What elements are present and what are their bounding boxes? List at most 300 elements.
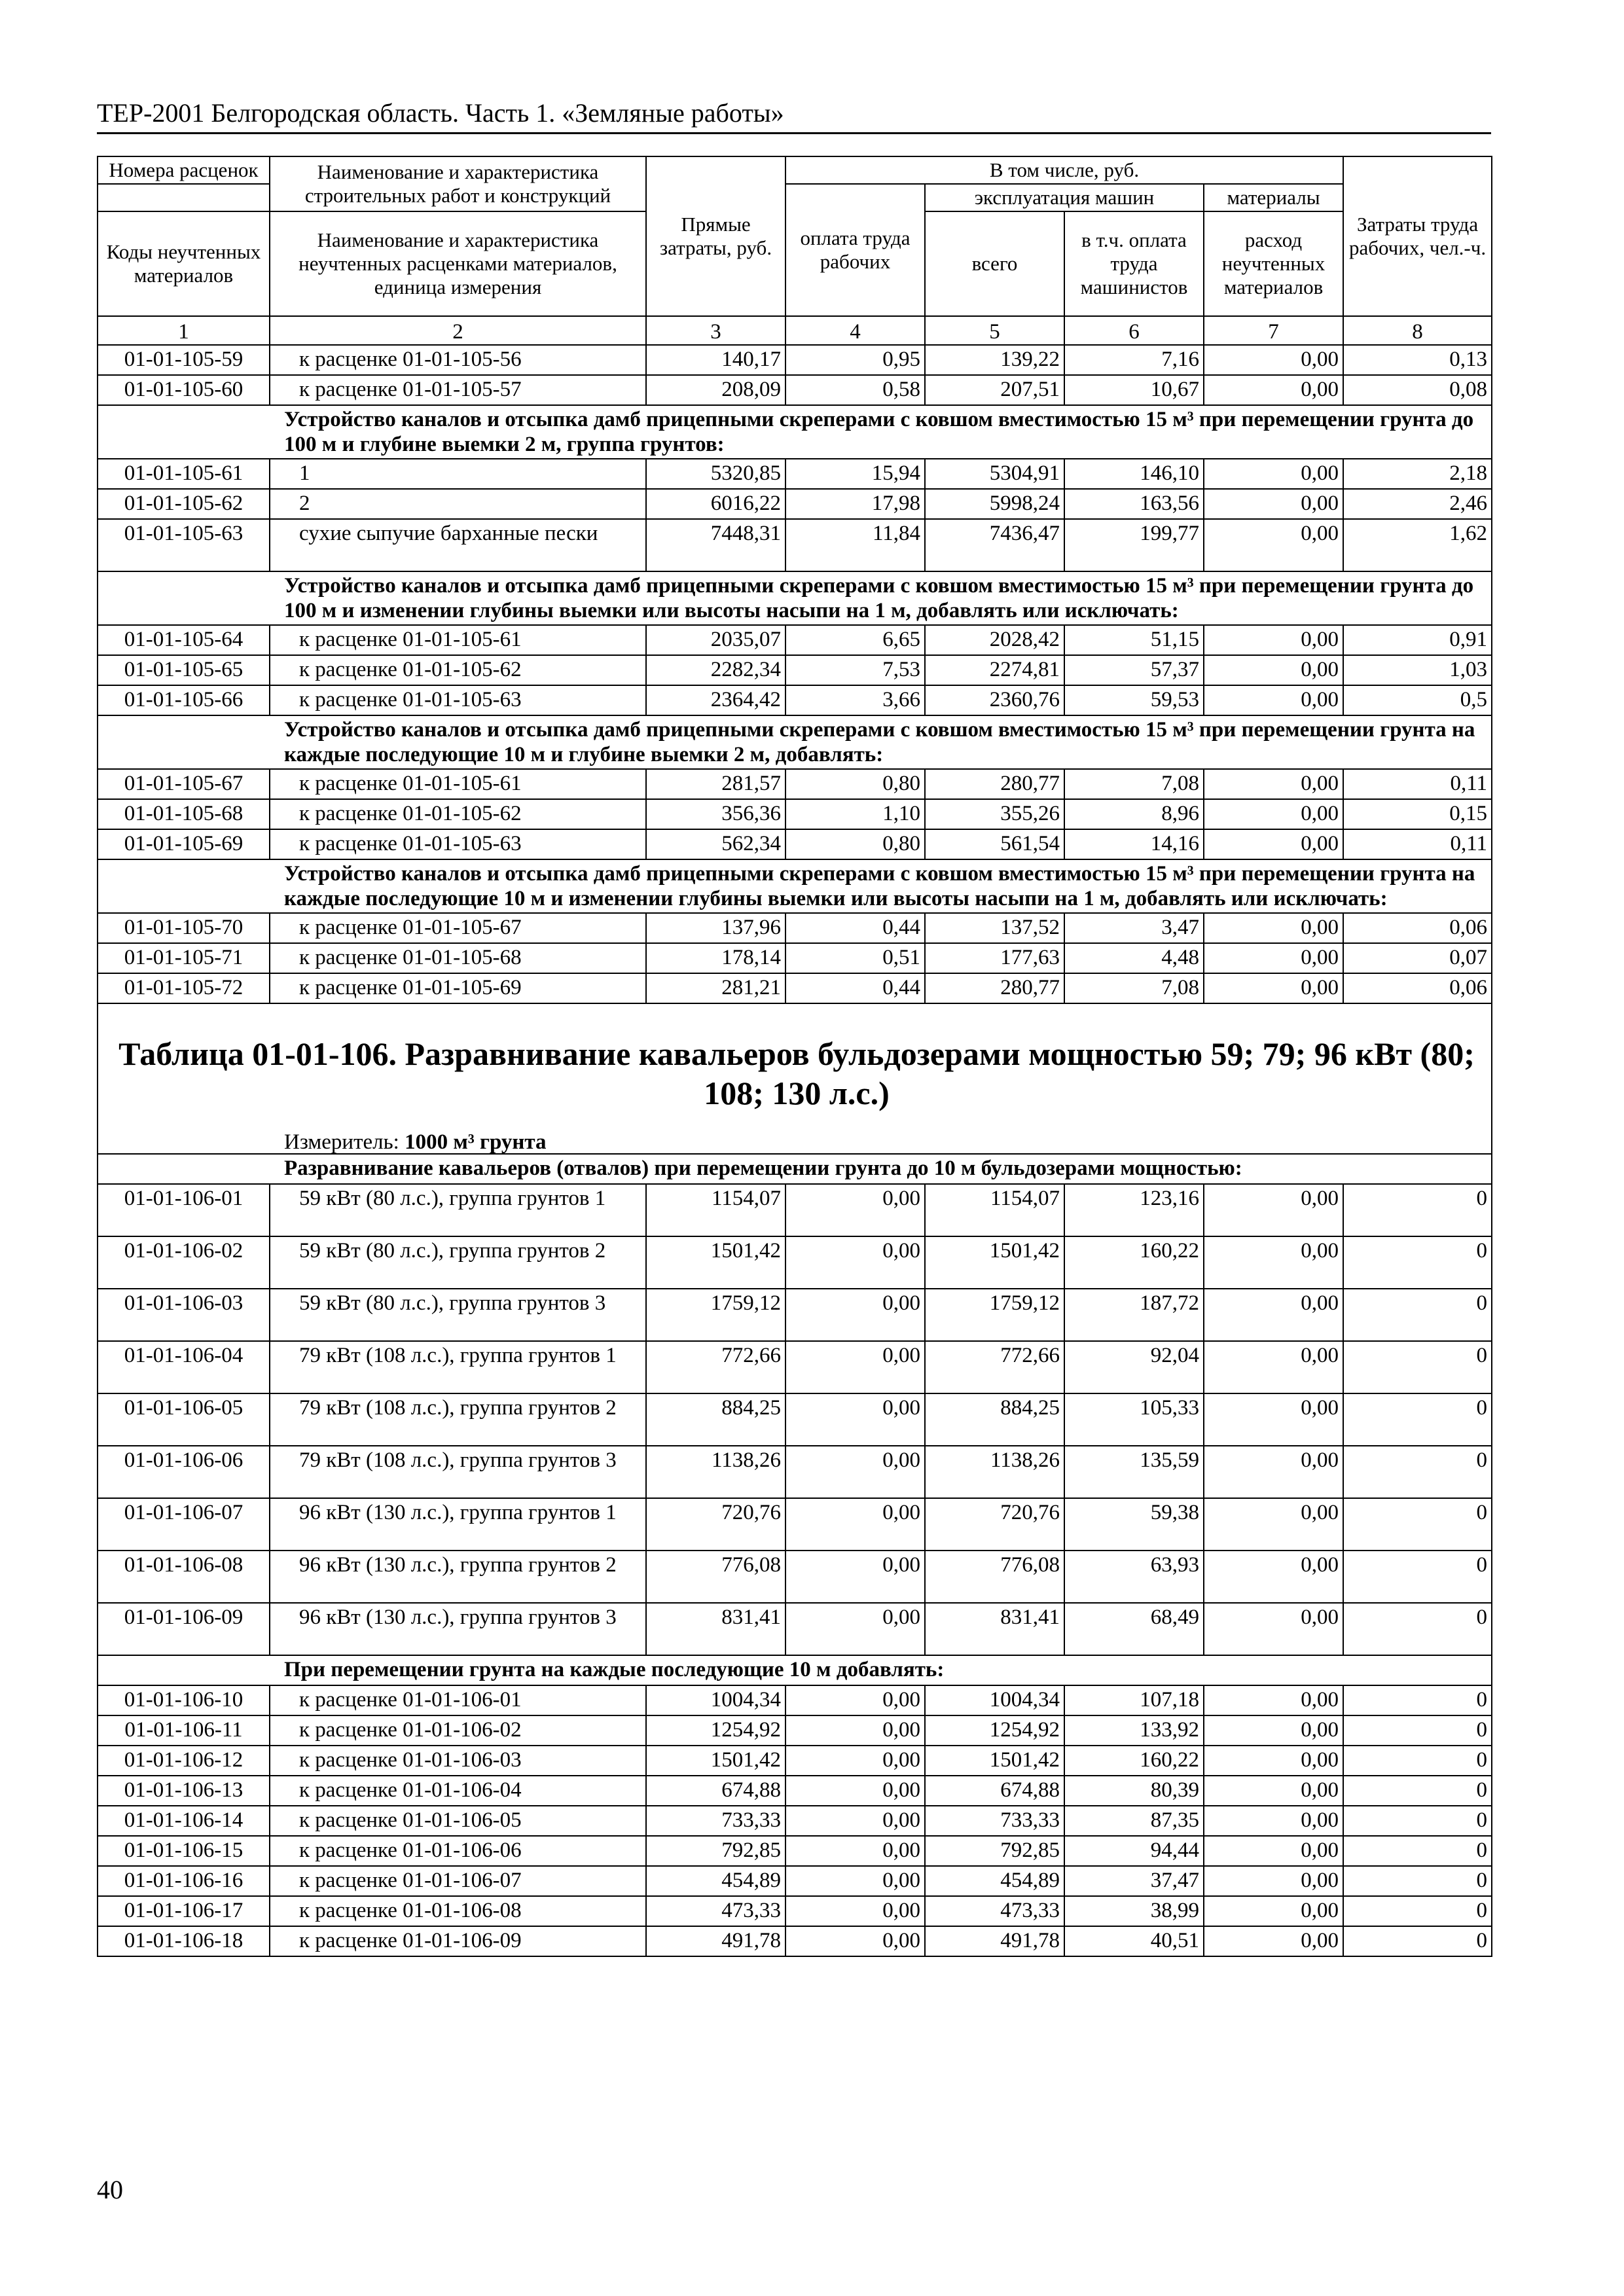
- table-row: [98, 519, 1492, 571]
- section-row: [98, 859, 1492, 913]
- direct-cost: 733,33: [646, 1806, 785, 1836]
- labor-hours: 0,07: [1343, 943, 1492, 973]
- rate-code: 01-01-106-07: [98, 1498, 270, 1551]
- labor-pay: 0,95: [785, 345, 925, 375]
- machines-total: 776,08: [925, 1551, 1064, 1603]
- labor-hours: 0: [1343, 1836, 1492, 1866]
- labor-hours: 0: [1343, 1806, 1492, 1836]
- materials-cost: 0,00: [1204, 1746, 1343, 1776]
- meter-label: Измеритель:: [284, 1130, 399, 1154]
- machinist-pay: 38,99: [1064, 1896, 1204, 1926]
- direct-cost: 1004,34: [646, 1685, 785, 1715]
- labor-hours: 0: [1343, 1236, 1492, 1289]
- machinist-pay: 92,04: [1064, 1341, 1204, 1393]
- work-name: к расценке 01-01-106-01: [270, 1685, 646, 1715]
- direct-cost: 137,96: [646, 913, 785, 943]
- table-row: [98, 345, 1492, 375]
- labor-pay: 0,00: [785, 1393, 925, 1446]
- head-materials: материалы: [1204, 184, 1343, 211]
- machines-total: 772,66: [925, 1341, 1064, 1393]
- col-number: 1: [98, 316, 270, 345]
- rate-code: 01-01-106-17: [98, 1896, 270, 1926]
- rate-code: 01-01-105-68: [98, 799, 270, 829]
- labor-pay: 0,00: [785, 1836, 925, 1866]
- work-name: к расценке 01-01-106-03: [270, 1746, 646, 1776]
- col-number: 5: [925, 316, 1064, 345]
- machines-total: 177,63: [925, 943, 1064, 973]
- head-machines-total: всего: [925, 211, 1064, 316]
- labor-hours: 0,11: [1343, 829, 1492, 859]
- rate-code: 01-01-106-08: [98, 1551, 270, 1603]
- section-heading: При перемещении грунта на каждые последующие 10 м добавлять:: [98, 1655, 1492, 1685]
- labor-hours: 0,11: [1343, 769, 1492, 799]
- table-row: [98, 913, 1492, 943]
- machines-total: 2274,81: [925, 655, 1064, 685]
- labor-pay: 0,58: [785, 375, 925, 405]
- materials-cost: 0,00: [1204, 1236, 1343, 1289]
- materials-cost: 0,00: [1204, 1896, 1343, 1926]
- materials-cost: 0,00: [1204, 1866, 1343, 1896]
- rate-code: 01-01-106-01: [98, 1184, 270, 1236]
- labor-pay: 0,00: [785, 1184, 925, 1236]
- machines-total: 1501,42: [925, 1236, 1064, 1289]
- machinist-pay: 68,49: [1064, 1603, 1204, 1655]
- machinist-pay: 199,77: [1064, 519, 1204, 571]
- labor-pay: 0,00: [785, 1498, 925, 1551]
- rate-code: 01-01-105-70: [98, 913, 270, 943]
- rate-code: 01-01-105-71: [98, 943, 270, 973]
- direct-cost: 674,88: [646, 1776, 785, 1806]
- machines-total: 561,54: [925, 829, 1064, 859]
- work-name: к расценке 01-01-105-57: [270, 375, 646, 405]
- machinist-pay: 187,72: [1064, 1289, 1204, 1341]
- direct-cost: 454,89: [646, 1866, 785, 1896]
- machinist-pay: 51,15: [1064, 625, 1204, 655]
- materials-cost: 0,00: [1204, 1806, 1343, 1836]
- head-name-top: Наименование и характеристика строительных работ и конструкций: [270, 156, 646, 211]
- section-heading: Устройство каналов и отсыпка дамб прицепными скреперами с ковшом вместимостью 15 м³ при перемещении грунта до 100 м и изменении глубины выемки или высоты насыпи на 1 м, добавлять или исключать:: [98, 571, 1492, 625]
- work-name: к расценке 01-01-105-63: [270, 685, 646, 715]
- materials-cost: 0,00: [1204, 459, 1343, 489]
- direct-cost: 1501,42: [646, 1236, 785, 1289]
- table-row: [98, 769, 1492, 799]
- head-codes-bottom: Коды неучтенных материалов: [98, 211, 270, 316]
- machines-total: 1154,07: [925, 1184, 1064, 1236]
- direct-cost: 772,66: [646, 1341, 785, 1393]
- machines-total: 5304,91: [925, 459, 1064, 489]
- materials-cost: 0,00: [1204, 1836, 1343, 1866]
- machinist-pay: 146,10: [1064, 459, 1204, 489]
- section-row: [98, 1154, 1492, 1184]
- labor-hours: 0: [1343, 1896, 1492, 1926]
- direct-cost: 831,41: [646, 1603, 785, 1655]
- table-row: [98, 1446, 1492, 1498]
- machines-total: 720,76: [925, 1498, 1064, 1551]
- labor-pay: 0,44: [785, 913, 925, 943]
- col-number: 3: [646, 316, 785, 345]
- direct-cost: 720,76: [646, 1498, 785, 1551]
- meter-line: [284, 1130, 547, 1154]
- table-title: Таблица 01-01-106. Разравнивание кавальеров бульдозерами мощностью 59; 79; 96 кВт (80; 108; 130 л.с.): [118, 1035, 1475, 1111]
- labor-hours: 0: [1343, 1776, 1492, 1806]
- rate-code: 01-01-106-12: [98, 1746, 270, 1776]
- head-including: В том числе, руб.: [785, 156, 1343, 184]
- direct-cost: 2364,42: [646, 685, 785, 715]
- labor-hours: 0,91: [1343, 625, 1492, 655]
- direct-cost: 2282,34: [646, 655, 785, 685]
- machinist-pay: 40,51: [1064, 1926, 1204, 1956]
- section-heading: Устройство каналов и отсыпка дамб прицепными скреперами с ковшом вместимостью 15 м³ при перемещении грунта на каждые последующие 10 м и изменении глубины выемки или высоты насыпи на 1 м, добавлять или исключать:: [98, 859, 1492, 913]
- direct-cost: 140,17: [646, 345, 785, 375]
- labor-hours: 0: [1343, 1926, 1492, 1956]
- work-name: к расценке 01-01-105-56: [270, 345, 646, 375]
- labor-hours: 2,18: [1343, 459, 1492, 489]
- labor-pay: 0,00: [785, 1603, 925, 1655]
- materials-cost: 0,00: [1204, 1446, 1343, 1498]
- rate-code: 01-01-106-04: [98, 1341, 270, 1393]
- materials-cost: 0,00: [1204, 685, 1343, 715]
- machinist-pay: 160,22: [1064, 1236, 1204, 1289]
- section-heading: Устройство каналов и отсыпка дамб прицепными скреперами с ковшом вместимостью 15 м³ при перемещении грунта до 100 м и глубине выемки 2 м, группа грунтов:: [98, 405, 1492, 459]
- labor-pay: 0,00: [785, 1746, 925, 1776]
- machines-total: 831,41: [925, 1603, 1064, 1655]
- materials-cost: 0,00: [1204, 769, 1343, 799]
- machines-total: 139,22: [925, 345, 1064, 375]
- work-name: к расценке 01-01-106-08: [270, 1896, 646, 1926]
- work-name: 59 кВт (80 л.с.), группа грунтов 3: [270, 1289, 646, 1341]
- section-row: [98, 405, 1492, 459]
- direct-cost: 1154,07: [646, 1184, 785, 1236]
- labor-hours: 0,15: [1343, 799, 1492, 829]
- table-row: [98, 1836, 1492, 1866]
- table-row: [98, 1236, 1492, 1289]
- section-row: [98, 571, 1492, 625]
- direct-cost: 1138,26: [646, 1446, 785, 1498]
- machinist-pay: 133,92: [1064, 1715, 1204, 1746]
- direct-cost: 7448,31: [646, 519, 785, 571]
- machinist-pay: 4,48: [1064, 943, 1204, 973]
- work-name: к расценке 01-01-106-07: [270, 1866, 646, 1896]
- labor-hours: 0: [1343, 1184, 1492, 1236]
- labor-pay: 0,00: [785, 1236, 925, 1289]
- direct-cost: 562,34: [646, 829, 785, 859]
- rate-code: 01-01-106-14: [98, 1806, 270, 1836]
- rate-code: 01-01-106-06: [98, 1446, 270, 1498]
- col-number: 4: [785, 316, 925, 345]
- materials-cost: 0,00: [1204, 943, 1343, 973]
- labor-pay: 0,80: [785, 769, 925, 799]
- work-name: 96 кВт (130 л.с.), группа грунтов 1: [270, 1498, 646, 1551]
- labor-hours: 0: [1343, 1341, 1492, 1393]
- labor-pay: 0,00: [785, 1866, 925, 1896]
- labor-pay: 0,00: [785, 1446, 925, 1498]
- rate-code: 01-01-106-11: [98, 1715, 270, 1746]
- work-name: 96 кВт (130 л.с.), группа грунтов 3: [270, 1603, 646, 1655]
- materials-cost: 0,00: [1204, 1393, 1343, 1446]
- table-row: [98, 1685, 1492, 1715]
- direct-cost: 208,09: [646, 375, 785, 405]
- machinist-pay: 10,67: [1064, 375, 1204, 405]
- table-row: [98, 489, 1492, 519]
- rate-code: 01-01-105-59: [98, 345, 270, 375]
- labor-hours: 1,03: [1343, 655, 1492, 685]
- table-row: [98, 1776, 1492, 1806]
- rate-code: 01-01-106-15: [98, 1836, 270, 1866]
- direct-cost: 5320,85: [646, 459, 785, 489]
- work-name: к расценке 01-01-106-06: [270, 1836, 646, 1866]
- materials-cost: 0,00: [1204, 345, 1343, 375]
- section-heading: Устройство каналов и отсыпка дамб прицепными скреперами с ковшом вместимостью 15 м³ при перемещении грунта на каждые последующие 10 м и глубине выемки 2 м, добавлять:: [98, 715, 1492, 769]
- head-direct: Прямые затраты, руб.: [646, 156, 785, 316]
- machines-total: 5998,24: [925, 489, 1064, 519]
- machines-total: 2028,42: [925, 625, 1064, 655]
- machinist-pay: 94,44: [1064, 1836, 1204, 1866]
- machines-total: 733,33: [925, 1806, 1064, 1836]
- materials-cost: 0,00: [1204, 829, 1343, 859]
- rate-code: 01-01-106-10: [98, 1685, 270, 1715]
- table-row: [98, 1896, 1492, 1926]
- work-name: к расценке 01-01-105-61: [270, 769, 646, 799]
- labor-hours: 1,62: [1343, 519, 1492, 571]
- meter-value: 1000 м³ грунта: [405, 1130, 547, 1154]
- col-number: 8: [1343, 316, 1492, 345]
- rate-code: 01-01-105-69: [98, 829, 270, 859]
- rate-code: 01-01-106-09: [98, 1603, 270, 1655]
- materials-cost: 0,00: [1204, 799, 1343, 829]
- machines-total: 137,52: [925, 913, 1064, 943]
- materials-cost: 0,00: [1204, 655, 1343, 685]
- labor-hours: 0: [1343, 1603, 1492, 1655]
- rate-code: 01-01-106-16: [98, 1866, 270, 1896]
- direct-cost: 792,85: [646, 1836, 785, 1866]
- table-title-block: [98, 1004, 1491, 1153]
- machines-total: 792,85: [925, 1836, 1064, 1866]
- machinist-pay: 87,35: [1064, 1806, 1204, 1836]
- work-name: 96 кВт (130 л.с.), группа грунтов 2: [270, 1551, 646, 1603]
- page-number: 40: [97, 2175, 123, 2204]
- table-row: [98, 1715, 1492, 1746]
- machinist-pay: 107,18: [1064, 1685, 1204, 1715]
- table-row: [98, 1806, 1492, 1836]
- col-number: 2: [270, 316, 646, 345]
- work-name: сухие сыпучие барханные пески: [270, 519, 646, 571]
- machinist-pay: 57,37: [1064, 655, 1204, 685]
- labor-hours: 0: [1343, 1446, 1492, 1498]
- labor-pay: 11,84: [785, 519, 925, 571]
- machines-total: 7436,47: [925, 519, 1064, 571]
- table-row: [98, 1289, 1492, 1341]
- rate-code: 01-01-106-05: [98, 1393, 270, 1446]
- labor-pay: 1,10: [785, 799, 925, 829]
- head-codes-top: Номера расценок: [98, 156, 270, 184]
- machinist-pay: 14,16: [1064, 829, 1204, 859]
- materials-cost: 0,00: [1204, 625, 1343, 655]
- machinist-pay: 7,08: [1064, 769, 1204, 799]
- head-unaccounted-materials: расход неучтенных материалов: [1204, 211, 1343, 316]
- col-number: 7: [1204, 316, 1343, 345]
- machinist-pay: 105,33: [1064, 1393, 1204, 1446]
- work-name: 2: [270, 489, 646, 519]
- work-name: 79 кВт (108 л.с.), группа грунтов 1: [270, 1341, 646, 1393]
- labor-hours: 0: [1343, 1746, 1492, 1776]
- machinist-pay: 123,16: [1064, 1184, 1204, 1236]
- table-row: [98, 655, 1492, 685]
- rates-table: [97, 156, 1492, 1957]
- rate-code: 01-01-105-62: [98, 489, 270, 519]
- direct-cost: 6016,22: [646, 489, 785, 519]
- rate-code: 01-01-105-66: [98, 685, 270, 715]
- labor-pay: 3,66: [785, 685, 925, 715]
- machinist-pay: 135,59: [1064, 1446, 1204, 1498]
- labor-hours: 0: [1343, 1289, 1492, 1341]
- work-name: 59 кВт (80 л.с.), группа грунтов 1: [270, 1184, 646, 1236]
- work-name: к расценке 01-01-105-62: [270, 655, 646, 685]
- machinist-pay: 3,47: [1064, 913, 1204, 943]
- machines-total: 280,77: [925, 973, 1064, 1003]
- work-name: 59 кВт (80 л.с.), группа грунтов 2: [270, 1236, 646, 1289]
- materials-cost: 0,00: [1204, 913, 1343, 943]
- materials-cost: 0,00: [1204, 1289, 1343, 1341]
- machines-total: 884,25: [925, 1393, 1064, 1446]
- direct-cost: 884,25: [646, 1393, 785, 1446]
- materials-cost: 0,00: [1204, 519, 1343, 571]
- labor-hours: 0,13: [1343, 345, 1492, 375]
- labor-hours: 0,5: [1343, 685, 1492, 715]
- labor-pay: 0,00: [785, 1926, 925, 1956]
- labor-pay: 0,80: [785, 829, 925, 859]
- rate-code: 01-01-105-65: [98, 655, 270, 685]
- rate-code: 01-01-105-60: [98, 375, 270, 405]
- machinist-pay: 63,93: [1064, 1551, 1204, 1603]
- work-name: к расценке 01-01-105-62: [270, 799, 646, 829]
- work-name: 1: [270, 459, 646, 489]
- table-row: [98, 375, 1492, 405]
- table-row: [98, 685, 1492, 715]
- table-title-row: [98, 1003, 1492, 1154]
- labor-pay: 17,98: [785, 489, 925, 519]
- machines-total: 473,33: [925, 1896, 1064, 1926]
- materials-cost: 0,00: [1204, 1776, 1343, 1806]
- labor-pay: 0,00: [785, 1896, 925, 1926]
- labor-pay: 15,94: [785, 459, 925, 489]
- table-row: [98, 1498, 1492, 1551]
- col-number: 6: [1064, 316, 1204, 345]
- rate-code: 01-01-105-72: [98, 973, 270, 1003]
- labor-pay: 0,00: [785, 1551, 925, 1603]
- labor-hours: 0: [1343, 1685, 1492, 1715]
- table-row: [98, 1603, 1492, 1655]
- labor-pay: 0,51: [785, 943, 925, 973]
- labor-pay: 7,53: [785, 655, 925, 685]
- table-row: [98, 1341, 1492, 1393]
- machines-total: 355,26: [925, 799, 1064, 829]
- labor-hours: 0: [1343, 1498, 1492, 1551]
- direct-cost: 1501,42: [646, 1746, 785, 1776]
- direct-cost: 1254,92: [646, 1715, 785, 1746]
- labor-hours: 2,46: [1343, 489, 1492, 519]
- labor-pay: 6,65: [785, 625, 925, 655]
- materials-cost: 0,00: [1204, 1715, 1343, 1746]
- machinist-pay: 80,39: [1064, 1776, 1204, 1806]
- machinist-pay: 7,08: [1064, 973, 1204, 1003]
- table-row: [98, 799, 1492, 829]
- direct-cost: 178,14: [646, 943, 785, 973]
- direct-cost: 281,21: [646, 973, 785, 1003]
- machinist-pay: 163,56: [1064, 489, 1204, 519]
- head-labor-pay: оплата труда рабочих: [785, 184, 925, 316]
- machines-total: 1759,12: [925, 1289, 1064, 1341]
- work-name: к расценке 01-01-105-69: [270, 973, 646, 1003]
- rate-code: 01-01-105-64: [98, 625, 270, 655]
- work-name: 79 кВт (108 л.с.), группа грунтов 2: [270, 1393, 646, 1446]
- head-name-bottom: Наименование и характеристика неучтенных расценками материалов, единица измерения: [270, 211, 646, 316]
- table-row: [98, 943, 1492, 973]
- machinist-pay: 59,53: [1064, 685, 1204, 715]
- section-heading: Разравнивание кавальеров (отвалов) при перемещении грунта до 10 м бульдозерами мощностью:: [98, 1154, 1492, 1184]
- machinist-pay: 160,22: [1064, 1746, 1204, 1776]
- machinist-pay: 8,96: [1064, 799, 1204, 829]
- machines-total: 491,78: [925, 1926, 1064, 1956]
- labor-hours: 0,06: [1343, 973, 1492, 1003]
- labor-pay: 0,00: [785, 1776, 925, 1806]
- materials-cost: 0,00: [1204, 1341, 1343, 1393]
- table-title-cell: [98, 1003, 1492, 1154]
- table-row: [98, 625, 1492, 655]
- work-name: к расценке 01-01-105-61: [270, 625, 646, 655]
- machinist-pay: 37,47: [1064, 1866, 1204, 1896]
- table-row: [98, 459, 1492, 489]
- head-machines: эксплуатация машин: [925, 184, 1204, 211]
- materials-cost: 0,00: [1204, 973, 1343, 1003]
- materials-cost: 0,00: [1204, 1603, 1343, 1655]
- machines-total: 1501,42: [925, 1746, 1064, 1776]
- table-body: [98, 345, 1492, 1956]
- table-row: [98, 1393, 1492, 1446]
- table-row: [98, 973, 1492, 1003]
- machines-total: 2360,76: [925, 685, 1064, 715]
- labor-hours: 0,08: [1343, 375, 1492, 405]
- rate-code: 01-01-106-03: [98, 1289, 270, 1341]
- materials-cost: 0,00: [1204, 1926, 1343, 1956]
- table-row: [98, 829, 1492, 859]
- table-row: [98, 1746, 1492, 1776]
- table-row: [98, 1184, 1492, 1236]
- labor-pay: 0,00: [785, 1715, 925, 1746]
- labor-pay: 0,00: [785, 1685, 925, 1715]
- machines-total: 1254,92: [925, 1715, 1064, 1746]
- labor-hours: 0: [1343, 1393, 1492, 1446]
- materials-cost: 0,00: [1204, 1685, 1343, 1715]
- head-machinist-pay: в т.ч. оплата труда машинистов: [1064, 211, 1204, 316]
- direct-cost: 473,33: [646, 1896, 785, 1926]
- rate-code: 01-01-105-63: [98, 519, 270, 571]
- machines-total: 1004,34: [925, 1685, 1064, 1715]
- direct-cost: 2035,07: [646, 625, 785, 655]
- materials-cost: 0,00: [1204, 489, 1343, 519]
- labor-hours: 0: [1343, 1715, 1492, 1746]
- direct-cost: 491,78: [646, 1926, 785, 1956]
- machinist-pay: 7,16: [1064, 345, 1204, 375]
- page-header: ТЕР-2001 Белгородская область. Часть 1. «Земляные работы»: [97, 98, 784, 128]
- table-row: [98, 1866, 1492, 1896]
- materials-cost: 0,00: [1204, 1184, 1343, 1236]
- direct-cost: 281,57: [646, 769, 785, 799]
- materials-cost: 0,00: [1204, 1498, 1343, 1551]
- rate-code: 01-01-106-02: [98, 1236, 270, 1289]
- direct-cost: 356,36: [646, 799, 785, 829]
- work-name: к расценке 01-01-106-04: [270, 1776, 646, 1806]
- header-rule: [97, 132, 1491, 134]
